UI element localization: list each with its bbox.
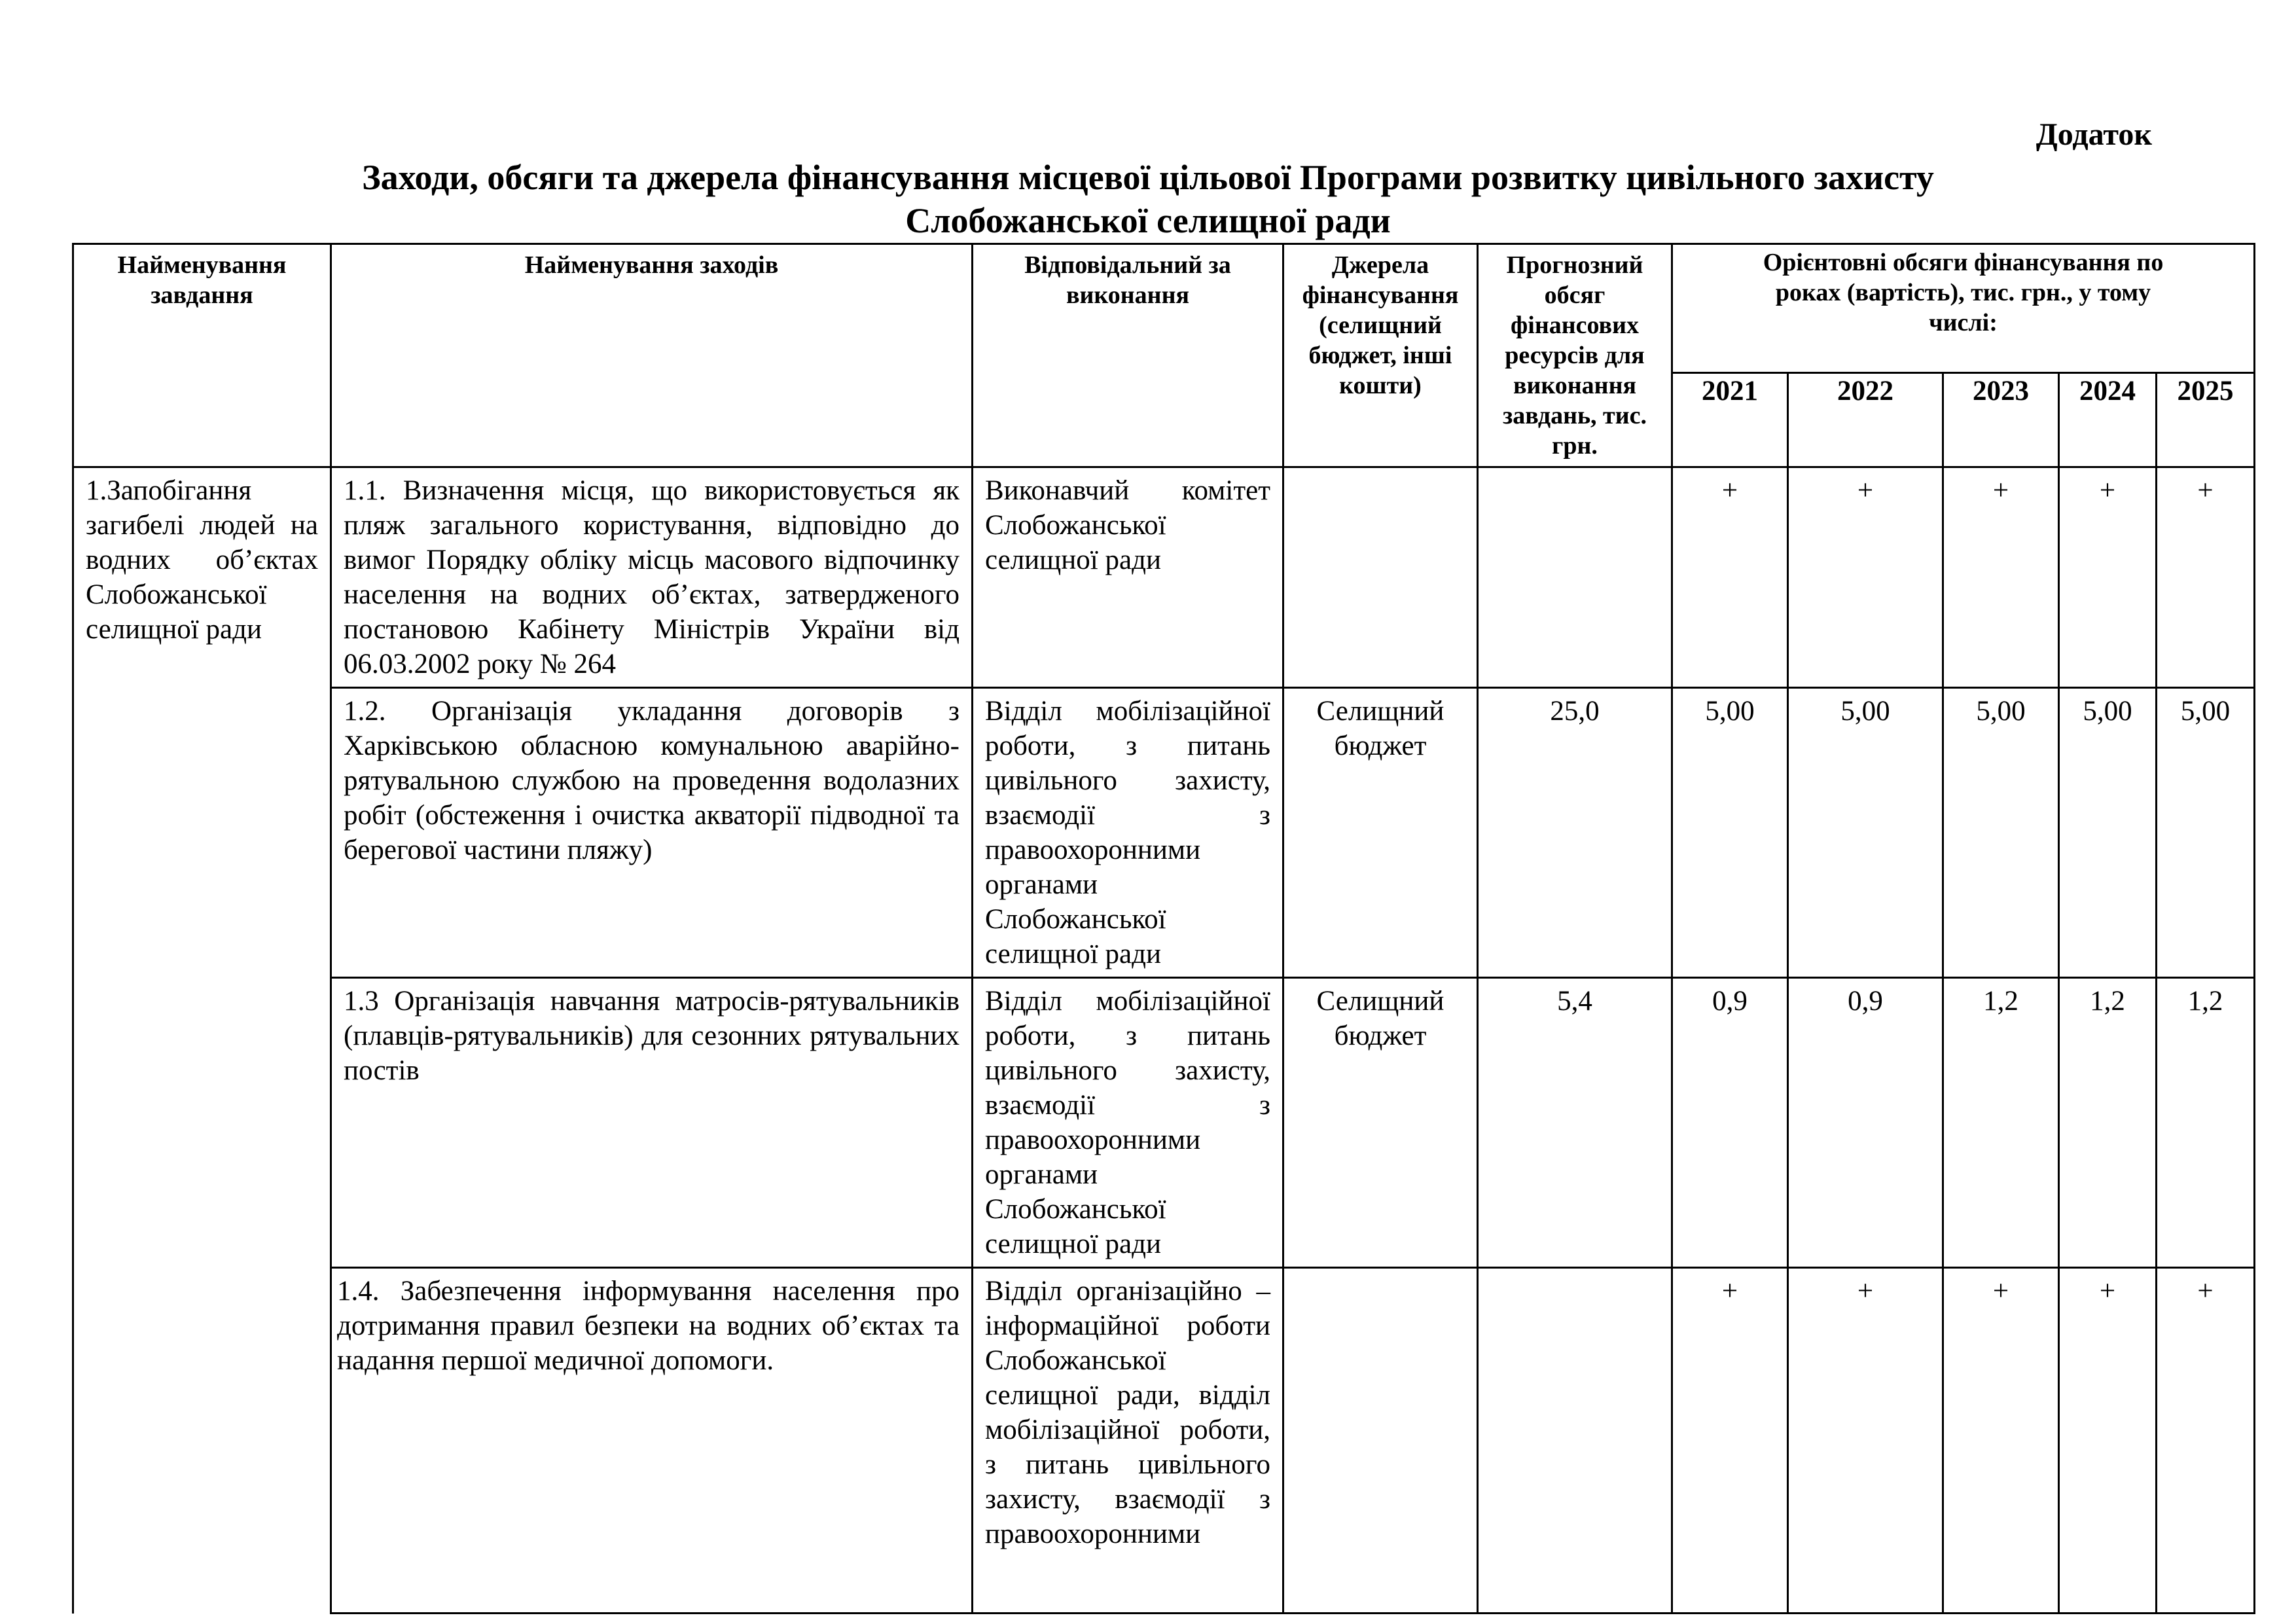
measure-cell: 1.2. Організація укладання договорів з Харківською обласною комунальною аварійно-рятувальною службою на проведення водолазних робіт (обстеження і очистка акваторії підводної та берегової частини пляжу) xyxy=(331,688,973,978)
year-cell: + xyxy=(2059,467,2157,688)
addendum-label: Додаток xyxy=(2036,117,2152,152)
year-cell: 1,2 xyxy=(2157,978,2255,1268)
year-cell: 1,2 xyxy=(1943,978,2059,1268)
task-cell: 1.Запобігання загибелі людей на водних об’єктах Слобожанської селищної ради xyxy=(73,467,331,1614)
table-row xyxy=(73,467,2255,688)
source-cell: Селищний бюджет xyxy=(1283,978,1478,1268)
measure-cell: 1.3 Організація навчання матросів-рятувальників (плавців-рятувальників) для сезонних рятувальних постів xyxy=(331,978,973,1268)
header-task: Найменування завдання xyxy=(73,244,331,467)
forecast-cell: 5,4 xyxy=(1478,978,1672,1268)
year-cell: + xyxy=(1943,467,2059,688)
document-title xyxy=(0,156,2296,242)
responsible-cell: Відділ організаційно – інформаційної роботи Слобожанської селищної ради, відділ мобілізаційної роботи, з питань цивільного захисту, взаємодії з правоохоронними xyxy=(973,1268,1283,1614)
source-cell xyxy=(1283,467,1478,688)
title-line-1: Заходи, обсяги та джерела фінансування місцевої цільової Програми розвитку цивільного захисту xyxy=(362,158,1934,197)
forecast-cell xyxy=(1478,467,1672,688)
responsible-cell: Відділ мобілізаційної роботи, з питань цивільного захисту, взаємодії з правоохоронними органами Слобожанської селищної ради xyxy=(973,978,1283,1268)
responsible-cell: Відділ мобілізаційної роботи, з питань цивільного захисту, взаємодії з правоохоронними органами Слобожанської селищної ради xyxy=(973,688,1283,978)
header-measures: Найменування заходів xyxy=(331,244,973,467)
header-year: 2025 xyxy=(2157,372,2255,467)
header-year: 2024 xyxy=(2059,372,2157,467)
year-cell: + xyxy=(1672,467,1788,688)
header-year: 2023 xyxy=(1943,372,2059,467)
year-cell: 5,00 xyxy=(1943,688,2059,978)
year-cell: 0,9 xyxy=(1672,978,1788,1268)
financing-table xyxy=(72,243,2255,1614)
table-row xyxy=(73,978,2255,1268)
table-row xyxy=(73,1268,2255,1614)
source-cell xyxy=(1283,1268,1478,1614)
forecast-cell: 25,0 xyxy=(1478,688,1672,978)
year-cell: 0,9 xyxy=(1788,978,1943,1268)
year-cell: + xyxy=(2157,1268,2255,1614)
year-cell: 5,00 xyxy=(1672,688,1788,978)
header-year: 2021 xyxy=(1672,372,1788,467)
header-yearly: Орієнтовні обсяги фінансування по роках (вартість), тис. грн., у тому числі: xyxy=(1672,244,2255,373)
table-row xyxy=(73,688,2255,978)
year-cell: 5,00 xyxy=(2157,688,2255,978)
header-sources: Джерела фінансування (селищний бюджет, інші кошти) xyxy=(1283,244,1478,467)
year-cell: + xyxy=(2059,1268,2157,1614)
year-cell: + xyxy=(1943,1268,2059,1614)
forecast-cell xyxy=(1478,1268,1672,1614)
year-cell: + xyxy=(1788,1268,1943,1614)
year-cell: + xyxy=(1788,467,1943,688)
year-cell: + xyxy=(1672,1268,1788,1614)
year-cell: + xyxy=(2157,467,2255,688)
title-line-2: Слобожанської селищної ради xyxy=(905,201,1391,240)
responsible-cell: Виконавчий комітет Слобожанської селищної ради xyxy=(973,467,1283,688)
header-responsible: Відповідальний за виконання xyxy=(973,244,1283,467)
source-cell: Селищний бюджет xyxy=(1283,688,1478,978)
measure-cell: 1.4. Забезпечення інформування населення про дотримання правил безпеки на водних об’єктах та надання першої медичної допомоги. xyxy=(331,1268,973,1614)
measure-cell: 1.1. Визначення місця, що використовується як пляж загального користування, відповідно до вимог Порядку обліку місць масового відпочинку населення на водних об’єктах, затвердженого постановою Кабінету Міністрів України від 06.03.2002 року № 264 xyxy=(331,467,973,688)
year-cell: 1,2 xyxy=(2059,978,2157,1268)
header-forecast: Прогнозний обсяг фінансових ресурсів для виконання завдань, тис. грн. xyxy=(1478,244,1672,467)
year-cell: 5,00 xyxy=(2059,688,2157,978)
header-year: 2022 xyxy=(1788,372,1943,467)
year-cell: 5,00 xyxy=(1788,688,1943,978)
